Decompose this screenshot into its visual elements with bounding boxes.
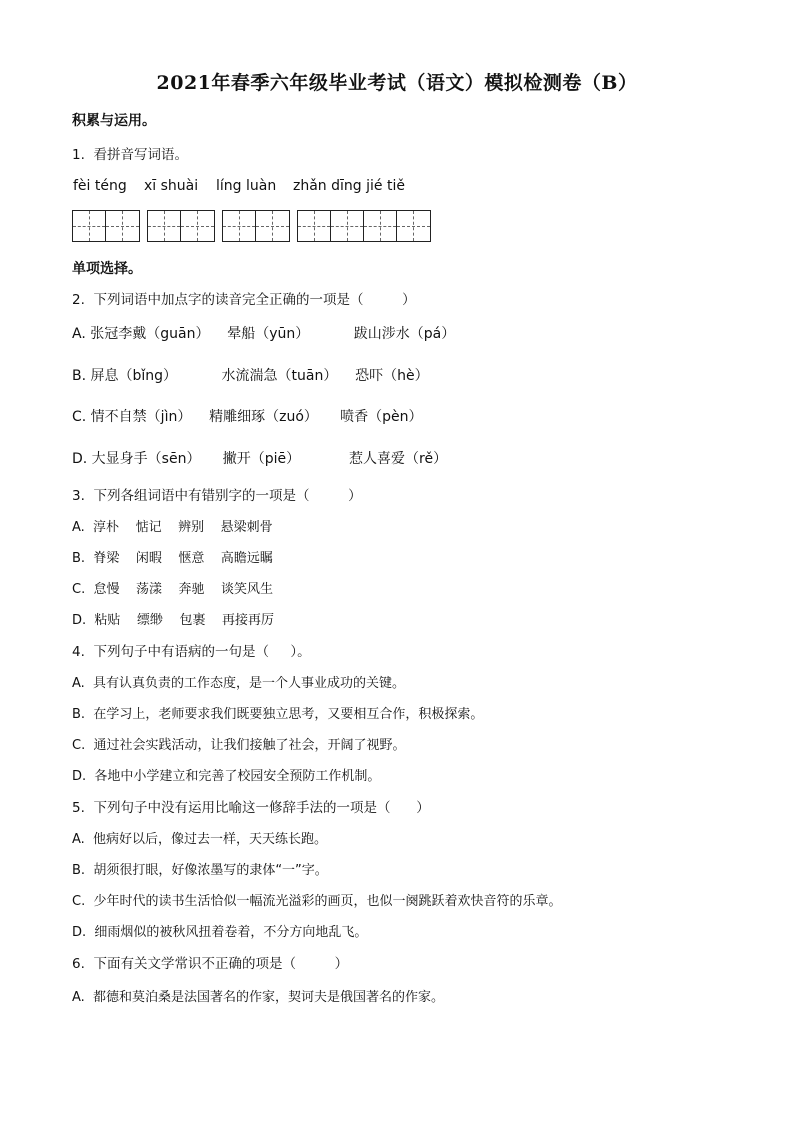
pinyin-4: zhǎn dīng jié tiě [293, 178, 405, 194]
question-2-option-b: B. 屏息（bǐng） 水流湍急（tuān） 恐吓（hè） [72, 368, 429, 384]
question-3-option-a: A. 淳朴 惦记 辨别 悬梁刺骨 [72, 520, 273, 535]
pinyin-1: fèi téng [73, 178, 127, 194]
question-2-option-a: A. 张冠李戴（guān） 晕船（yūn） 跋山涉水（pá） [72, 326, 456, 342]
question-1-stem: 1. 看拼音写词语。 [72, 147, 188, 163]
question-2-stem: 2. 下列词语中加点字的读音完全正确的一项是（ ） [72, 292, 416, 308]
question-2-option-c: C. 情不自禁（jìn） 精雕细琢（zuó） 喷香（pèn） [72, 409, 423, 425]
grid-cell[interactable] [181, 211, 214, 241]
grid-cell[interactable] [106, 211, 139, 241]
grid-cell[interactable] [223, 211, 256, 241]
grid-cell[interactable] [148, 211, 181, 241]
question-6-stem: 6. 下面有关文学常识不正确的项是（ ） [72, 956, 349, 972]
question-4-option-a: A. 具有认真负责的工作态度，是一个人事业成功的关键。 [72, 676, 406, 691]
question-5-option-c: C. 少年时代的读书生活恰似一幅流光溢彩的画页，也似一阕跳跃着欢快音符的乐章。 [72, 894, 562, 909]
grid-cell[interactable] [298, 211, 331, 241]
pinyin-2: xī shuài [144, 178, 199, 194]
writing-grid-3[interactable] [222, 210, 290, 242]
writing-grid-2[interactable] [147, 210, 215, 242]
section-heading-accumulation: 积累与运用。 [72, 113, 156, 129]
question-6-option-a: A. 都德和莫泊桑是法国著名的作家，契诃夫是俄国著名的作家。 [72, 990, 445, 1005]
question-4-option-c: C. 通过社会实践活动，让我们接触了社会，开阔了视野。 [72, 738, 406, 753]
section-heading-single-choice: 单项选择。 [72, 261, 142, 277]
grid-cell[interactable] [364, 211, 397, 241]
grid-cell[interactable] [331, 211, 364, 241]
writing-grid-4[interactable] [297, 210, 431, 242]
question-3-option-b: B. 脊梁 闲暇 惬意 高瞻远瞩 [72, 551, 273, 566]
question-5-option-d: D. 细雨烟似的被秋风扭着卷着，不分方向地乱飞。 [72, 925, 368, 940]
question-3-option-c: C. 怠慢 荡漾 奔驰 谈笑风生 [72, 582, 274, 597]
question-4-option-b: B. 在学习上，老师要求我们既要独立思考，又要相互合作，积极探索。 [72, 707, 484, 722]
pinyin-3: líng luàn [216, 178, 277, 194]
question-5-stem: 5. 下列句子中没有运用比喻这一修辞手法的一项是（ ） [72, 800, 430, 816]
grid-cell[interactable] [73, 211, 106, 241]
question-4-stem: 4. 下列句子中有语病的一句是（ ）。 [72, 644, 311, 660]
question-5-option-b: B. 胡须很打眼，好像浓墨写的隶体“一”字。 [72, 863, 328, 878]
question-2-option-d: D. 大显身手（sēn） 撇开（piē） 惹人喜爱（rě） [72, 451, 448, 467]
question-3-stem: 3. 下列各组词语中有错别字的一项是（ ） [72, 488, 362, 504]
page-title: 2021年春季六年级毕业考试（语文）模拟检测卷（B） [156, 72, 638, 94]
question-4-option-d: D. 各地中小学建立和完善了校园安全预防工作机制。 [72, 769, 381, 784]
question-3-option-d: D. 粘贴 缥缈 包裹 再接再厉 [72, 613, 274, 628]
writing-grid-1[interactable] [72, 210, 140, 242]
question-5-option-a: A. 他病好以后，像过去一样，天天练长跑。 [72, 832, 328, 847]
grid-cell[interactable] [397, 211, 430, 241]
grid-cell[interactable] [256, 211, 289, 241]
